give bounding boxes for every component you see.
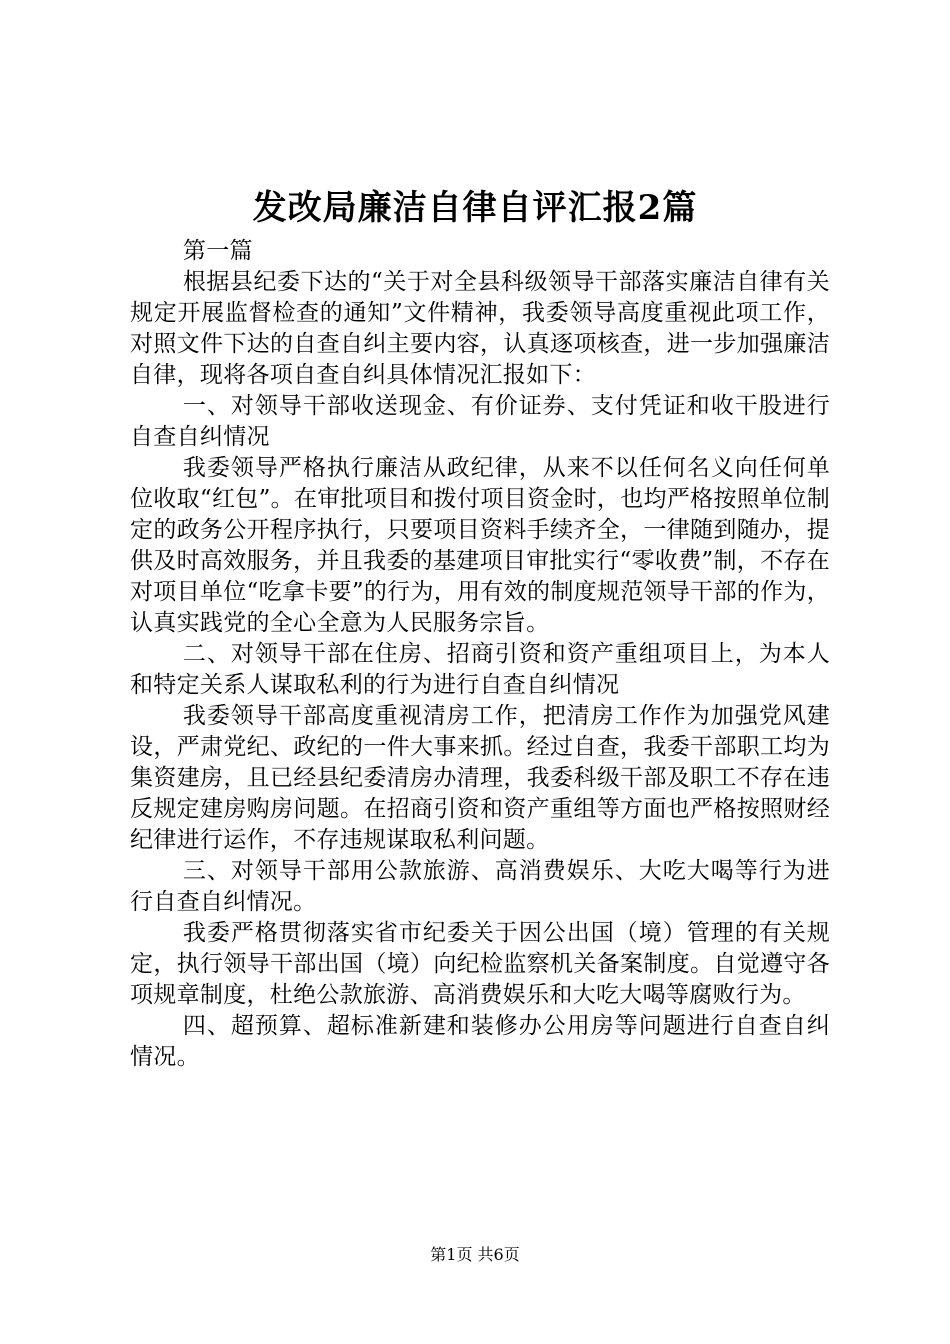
document-title: 发改局廉洁自律自评汇报2篇 <box>252 188 698 228</box>
paragraph-intro: 根据县纪委下达的“关于对全县科级领导干部落实廉洁自律有关规定开展监督检查的通知”文件精神，我委领导高度重视此项工作，对照文件下达的自查自纠主要内容，认真逐项核查，进一步加强廉洁自律，现将各项自查自纠具体情况汇报如下： <box>130 269 830 388</box>
paragraph-section-3: 我委严格贯彻落实省市纪委关于因公出国（境）管理的有关规定，执行领导干部出国（境）向纪检监察机关备案制度。自觉遵守各项规章制度，杜绝公款旅游、高消费娱乐和大吃大喝等腐败行为。 <box>130 920 830 1008</box>
section-heading-3: 三、对领导干部用公款旅游、高消费娱乐、大吃大喝等行为进行自查自纠情况。 <box>130 858 830 915</box>
section-heading-2: 二、对领导干部在住房、招商引资和资产重组项目上，为本人和特定关系人谋取私利的行为进行自查自纠情况 <box>130 641 830 698</box>
paragraph-section-2: 我委领导干部高度重视清房工作，把清房工作作为加强党风建设，严肃党纪、政纪的一件大事来抓。经过自查，我委干部职工均为集资建房，且已经县纪委清房办清理，我委科级干部及职工不存在违反规定建房购房问题。在招商引资和资产重组等方面也严格按照财经纪律进行运作，不存违规谋取私利问题。 <box>130 703 830 853</box>
section-heading-4: 四、超预算、超标准新建和装修办公用房等问题进行自查自纠情况。 <box>130 1013 830 1070</box>
section-heading-first: 第一篇 <box>182 238 253 264</box>
paragraph-section-1: 我委领导严格执行廉洁从政纪律，从来不以任何名义向任何单位收取“红包”。在审批项目和拨付项目资金时，也均严格按照单位制定的政务公开程序执行，只要项目资料手续齐全，一律随到随办，提供及时高效服务，并且我委的基建项目审批实行“零收费”制，不存在对项目单位“吃拿卡要”的行为，用有效的制度规范领导干部的作为，认真实践党的全心全意为人民服务宗旨。 <box>130 455 830 636</box>
section-heading-1: 一、对领导干部收送现金、有价证券、支付凭证和收干股进行自查自纠情况 <box>130 393 830 450</box>
document-body <box>130 236 830 1073</box>
page-number-footer: 第1页 共6页 <box>430 1245 520 1264</box>
